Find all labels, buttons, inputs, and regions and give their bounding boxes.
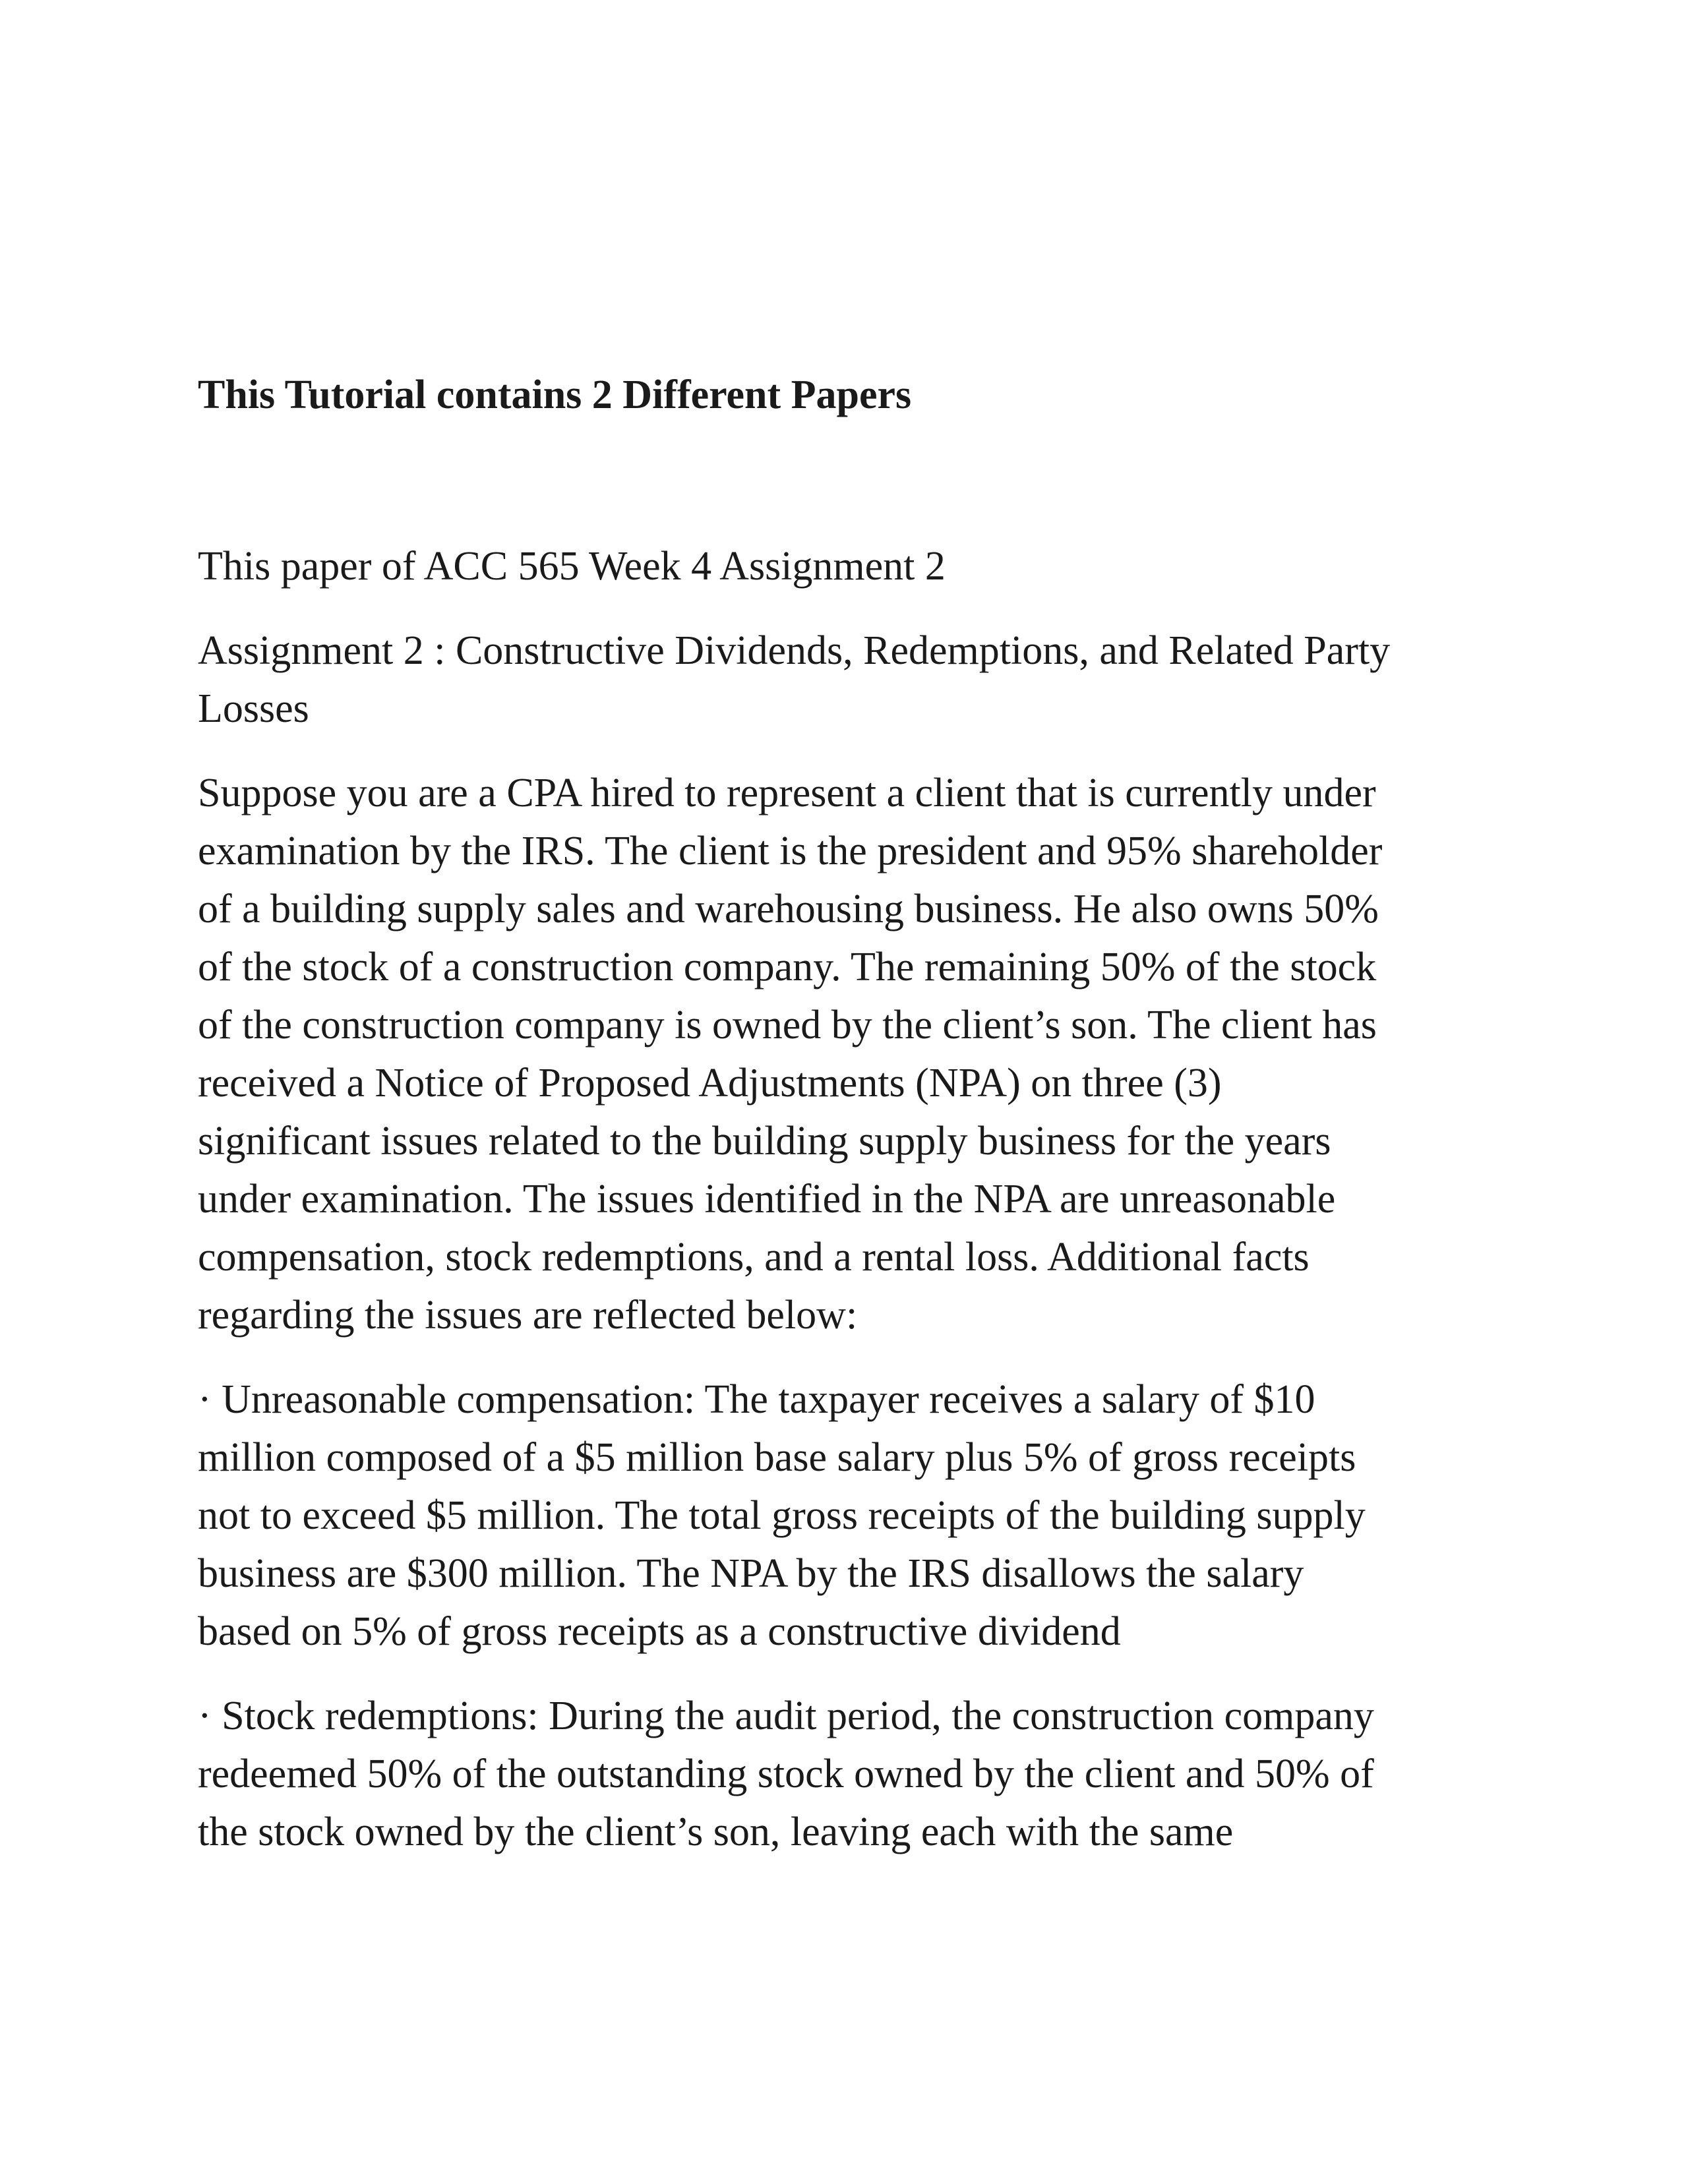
scenario-line: regarding the issues are reflected below: [198, 1293, 858, 1338]
bullet-line: not to exceed $5 million. The total gross receipts of the building supply [198, 1493, 1366, 1538]
scenario-line: of the stock of a construction company. The remaining 50% of the stock [198, 945, 1377, 989]
bullet-stock-redemptions [198, 1687, 1490, 1861]
bullet-unreasonable-compensation [198, 1371, 1490, 1661]
scenario-line: received a Notice of Proposed Adjustments (NPA) on three (3) [198, 1061, 1222, 1106]
paper-subheading: This paper of ACC 565 Week 4 Assignment 2 [198, 544, 946, 589]
scenario-paragraph [198, 764, 1490, 1344]
document-content [198, 366, 1490, 1861]
scenario-line: Suppose you are a CPA hired to represent a client that is currently under [198, 771, 1376, 815]
assignment-title-line: Losses [198, 686, 309, 731]
scenario-line: examination by the IRS. The client is the president and 95% shareholder [198, 829, 1383, 873]
scenario-line: compensation, stock redemptions, and a rental loss. Additional facts [198, 1235, 1310, 1280]
assignment-title [198, 622, 1490, 738]
assignment-title-line: Assignment 2 : Constructive Dividends, Redemptions, and Related Party [198, 628, 1391, 673]
scenario-line: of a building supply sales and warehousing business. He also owns 50% [198, 887, 1379, 931]
bullet-line: redeemed 50% of the outstanding stock owned by the client and 50% of [198, 1752, 1374, 1796]
bullet-line: million composed of a $5 million base salary plus 5% of gross receipts [198, 1435, 1356, 1480]
bullet-line: · Unreasonable compensation: The taxpayer receives a salary of $10 [198, 1377, 1315, 1422]
scenario-line: significant issues related to the building supply business for the years [198, 1119, 1331, 1164]
bullet-line: business are $300 million. The NPA by the IRS disallows the salary [198, 1551, 1304, 1596]
bullet-line: · Stock redemptions: During the audit period, the construction company [198, 1694, 1374, 1738]
tutorial-heading: This Tutorial contains 2 Different Papers [198, 372, 912, 417]
scenario-line: under examination. The issues identified in the NPA are unreasonable [198, 1177, 1336, 1222]
bullet-line: the stock owned by the client’s son, leaving each with the same [198, 1810, 1234, 1854]
scenario-line: of the construction company is owned by the client’s son. The client has [198, 1003, 1377, 1048]
bullet-line: based on 5% of gross receipts as a constructive dividend [198, 1609, 1121, 1654]
